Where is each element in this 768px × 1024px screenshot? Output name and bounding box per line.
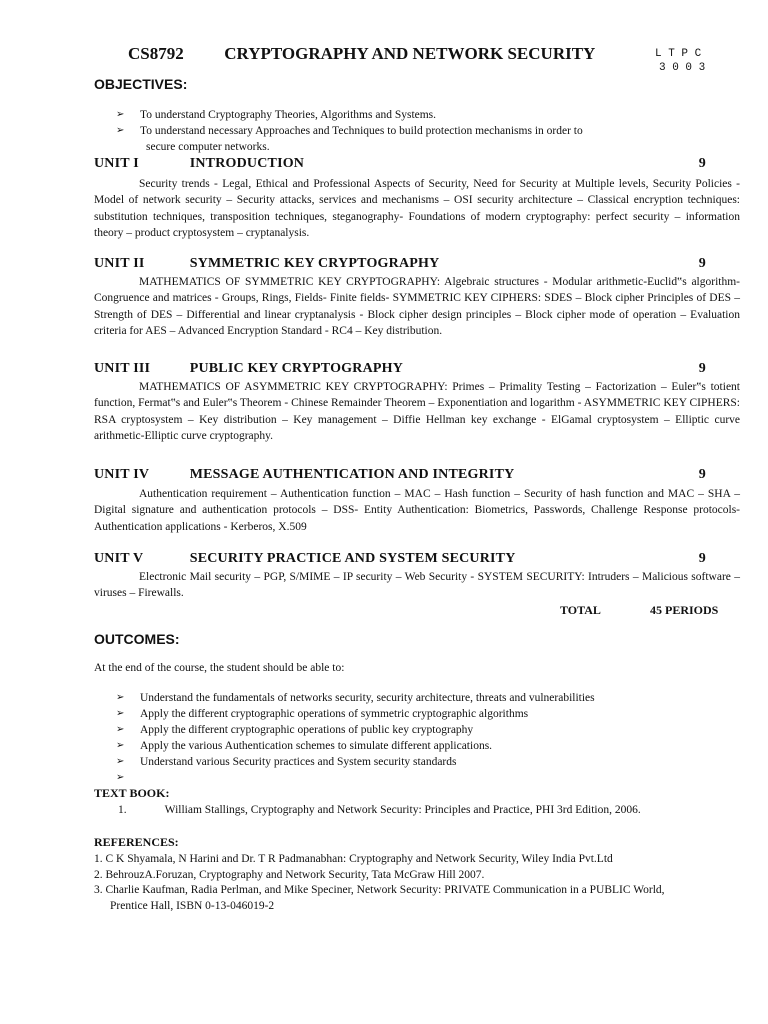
total-periods (560, 603, 719, 618)
unit-1-heading (94, 156, 706, 172)
course-code: CS8792 (128, 44, 184, 63)
list-item-text: Apply the various Authentication schemes to simulate different applications. (140, 740, 493, 752)
list-item (116, 754, 595, 770)
unit-title: INTRODUCTION (189, 156, 305, 171)
textbook-number: 1. (118, 804, 127, 816)
list-item (116, 690, 595, 706)
list-item-text: To understand necessary Approaches and Techniques to build protection mechanisms in order to (140, 125, 583, 137)
unit-2-content: MATHEMATICS OF SYMMETRIC KEY CRYPTOGRAPHY: Algebraic structures - Modular arithmetic-Euclid‟s algorithm- Congruence and matrices - Groups, Rings, Fields- Finite fields- SYMMETRIC KEY CIPHERS: SDES – Block cipher Principles of DES – Strength of DES – Differential and linear cryptanalysis - Block cipher design principles – Block cipher mode of operation – Evaluation criteria for AES – Advanced Encryption Standard - RC4 – Key distribution. (94, 276, 740, 337)
arrowhead-bullet-icon: ➢ (116, 109, 125, 120)
list-item-text: Understand various Security practices and System security standards (140, 756, 457, 768)
unit-number: UNIT V (94, 551, 144, 566)
unit-number: UNIT IV (94, 467, 150, 482)
outcomes-intro: At the end of the course, the student should be able to: (94, 662, 345, 674)
unit-4-content: Authentication requirement – Authentication function – MAC – Hash function – Security of hash function and MAC – SHA –Digital signature and authentication protocols – DSS- Entity Authentication: Biometrics, Passwords, Challenge Response protocols- Authentication applications - Kerberos, X.509 (94, 488, 740, 533)
list-item (116, 770, 595, 786)
list-item (116, 107, 583, 123)
references-list (94, 852, 665, 914)
list-item-text: Apply the different cryptographic operations of symmetric cryptographic algorithms (140, 708, 529, 720)
list-item (116, 738, 595, 754)
arrowhead-bullet-icon: ➢ (116, 708, 125, 719)
unit-2-heading (94, 256, 706, 272)
reference-item: 3. Charlie Kaufman, Radia Perlman, and Mike Speciner, Network Security: PRIVATE Communication in a PUBLIC World, (94, 884, 665, 896)
unit-hours: 9 (698, 256, 706, 271)
objectives-list (116, 107, 583, 155)
total-label: TOTAL (560, 603, 601, 617)
arrowhead-bullet-icon: ➢ (116, 756, 125, 767)
list-item-text: Apply the different cryptographic operations of public key cryptography (140, 724, 474, 736)
total-value: 45 PERIODS (650, 603, 719, 617)
ltpc-labels: L T P C (655, 48, 702, 60)
unit-5-content: Electronic Mail security – PGP, S/MIME – IP security – Web Security - SYSTEM SECURITY: Intruders – Malicious software – viruses – Firewalls. (94, 571, 740, 600)
unit-title: MESSAGE AUTHENTICATION AND INTEGRITY (189, 467, 515, 482)
ltpc-values: 3 0 0 3 (659, 62, 706, 74)
reference-item-continuation: Prentice Hall, ISBN 0-13-046019-2 (110, 899, 275, 912)
unit-1-content: Security trends - Legal, Ethical and Professional Aspects of Security, Need for Security at Multiple levels, Security Policies - Model of network security – Security attacks, services and mechanisms – OSI security architecture – Classical encryption techniques: substitution techniques, transposition techniques, steganography- Foundations of modern cryptography: perfect security – information theory – product cryptosystem – cryptanalysis. (94, 178, 740, 239)
unit-5-heading (94, 551, 706, 567)
ltpc-block (655, 47, 705, 75)
reference-item: 2. BehrouzA.Foruzan, Cryptography and Network Security, Tata McGraw Hill 2007. (94, 868, 485, 881)
arrowhead-bullet-icon: ➢ (116, 740, 125, 751)
list-item (116, 722, 595, 738)
arrowhead-bullet-icon: ➢ (116, 125, 125, 136)
list-item-text (140, 772, 143, 784)
unit-hours: 9 (698, 467, 706, 482)
unit-title: SECURITY PRACTICE AND SYSTEM SECURITY (189, 551, 516, 566)
unit-number: UNIT III (94, 361, 151, 376)
arrowhead-bullet-icon: ➢ (116, 772, 125, 783)
unit-number: UNIT I (94, 156, 139, 171)
unit-hours: 9 (698, 551, 706, 566)
references-heading: REFERENCES: (94, 835, 179, 849)
arrowhead-bullet-icon: ➢ (116, 724, 125, 735)
unit-hours: 9 (698, 156, 706, 171)
unit-3-content: MATHEMATICS OF ASYMMETRIC KEY CRYPTOGRAPHY: Primes – Primality Testing – Factorization – Euler‟s totient function, Fermat‟s and Euler‟s Theorem - Chinese Remainder Theorem – Exponentiation and logarithm - ASYMMETRIC KEY CIPHERS: RSA cryptosystem – Key distribution – Key management – Diffie Hellman key exchange - ElGamal cryptosystem – Elliptic curve arithmetic-Elliptic curve cryptography. (94, 381, 740, 442)
list-item-continuation: secure computer networks. (146, 141, 270, 153)
outcomes-heading: OUTCOMES: (94, 631, 180, 647)
unit-hours: 9 (698, 361, 706, 376)
list-item-text: To understand Cryptography Theories, Algorithms and Systems. (140, 109, 437, 121)
textbook-heading: TEXT BOOK: (94, 786, 170, 800)
objectives-heading: OBJECTIVES: (94, 76, 188, 92)
list-item (116, 123, 583, 155)
unit-title: SYMMETRIC KEY CRYPTOGRAPHY (189, 256, 440, 271)
course-header (128, 44, 595, 64)
arrowhead-bullet-icon: ➢ (116, 692, 125, 703)
unit-number: UNIT II (94, 256, 145, 271)
unit-4-heading (94, 467, 706, 483)
list-item-text: Understand the fundamentals of networks security, security architecture, threats and vulnerabilities (140, 692, 595, 704)
unit-3-heading (94, 361, 706, 377)
course-title: CRYPTOGRAPHY AND NETWORK SECURITY (224, 44, 596, 63)
outcomes-list (116, 690, 595, 786)
reference-item: 1. C K Shyamala, N Harini and Dr. T R Padmanabhan: Cryptography and Network Security, Wiley India Pvt.Ltd (94, 853, 613, 865)
textbook-text: William Stallings, Cryptography and Network Security: Principles and Practice, PHI 3rd Edition, 2006. (164, 804, 641, 816)
unit-title: PUBLIC KEY CRYPTOGRAPHY (189, 361, 404, 376)
textbook-item (118, 804, 641, 816)
list-item (116, 706, 595, 722)
